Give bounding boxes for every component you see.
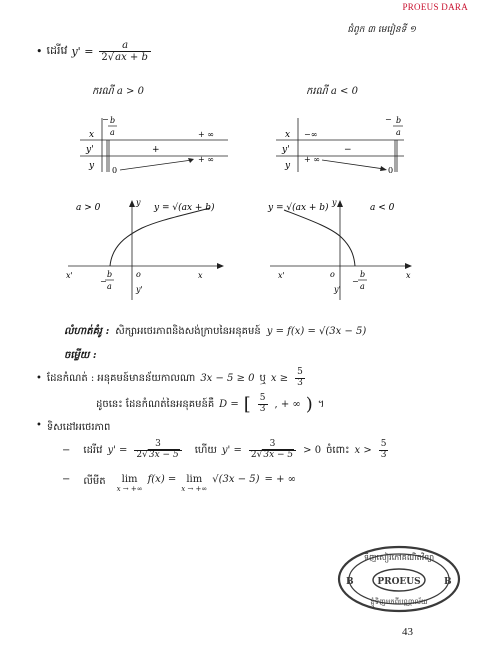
bracket-open: [ [243, 394, 251, 415]
y-row-label: y [89, 161, 95, 171]
y-axis-neg-label: y' [136, 285, 143, 294]
root-sign: − [100, 277, 107, 286]
derivative-computation-line [62, 440, 390, 461]
x-axis-neg-label: x' [278, 271, 285, 280]
fraction-numerator: 3 [155, 439, 161, 449]
x-row-label: x [89, 130, 95, 140]
domain-result-text: ដូចនេះ ដែនកំណត់នៃអនុគមន៍គឺ [96, 399, 215, 410]
dash: − [62, 444, 71, 456]
x-axis-arrow [405, 263, 412, 269]
domain-label: ដែនកំណត់ : អនុគមន៍មានន័យកាលណា [46, 372, 196, 384]
yp-row-label: y' [282, 145, 290, 155]
and-word: ហើយ [194, 444, 217, 456]
variation-table-right [276, 110, 416, 176]
for-word: ចំពោះ [326, 444, 350, 456]
variation-line [36, 420, 110, 435]
variation-label: ទិសដៅអថេរភាព [46, 422, 111, 433]
x-axis-arrow [217, 263, 224, 269]
arrow-head [380, 166, 387, 171]
x-row-label: x [285, 130, 291, 140]
x-start-sign: − [102, 115, 109, 124]
fraction-numerator: 5 [380, 439, 387, 449]
yp-row-label: y' [86, 145, 94, 155]
set-lhs: D = [219, 399, 239, 410]
root-sign: − [352, 277, 359, 286]
bracket-close: ) [305, 394, 313, 415]
limit-label: លីមីត [83, 476, 106, 487]
stamp-bottom-text: ខ្ញុំទិញមកពីបណ្ណាល័យ [370, 598, 428, 606]
stamp-top-text: ទិញសៀវភៅគណិតវិទ្យា [363, 553, 435, 562]
fraction-numerator: a [122, 40, 129, 51]
exercise-text: សិក្សាអថេរភាពនិងសង់ក្រាបនៃអនុគមន៍ [115, 326, 261, 337]
lim-word: lim [121, 474, 138, 485]
root-bot: a [360, 282, 365, 291]
stamp-right-mark: B [444, 577, 452, 587]
fraction-denominator: 2√ax + b [99, 51, 151, 63]
or-word: ឬ [259, 372, 266, 384]
exercise-line [64, 324, 366, 339]
y-end: 0 [388, 166, 394, 175]
domain-line [36, 368, 307, 389]
y-axis-arrow [337, 200, 343, 207]
root-bot: a [107, 282, 112, 291]
graph-left [60, 196, 230, 308]
derivative-line [36, 40, 153, 63]
bookshop-stamp [336, 544, 462, 614]
lim-subscript: x → +∞ [116, 485, 143, 493]
y-axis-neg-label: y' [334, 285, 341, 294]
derivative-lhs-2: y' = [221, 444, 242, 456]
origin-label: o [330, 270, 335, 279]
derivative-label: ដេរីវេ [83, 444, 103, 456]
solution-title: ចម្លើយ : [64, 350, 97, 361]
derivative-label: ដេរីវេ [46, 43, 68, 57]
y-row-label: y [285, 161, 291, 171]
derivative-lhs: y' = [107, 444, 128, 456]
x-axis-label: x [198, 271, 203, 280]
increase-arrow [120, 160, 192, 170]
y-axis-label: y [136, 198, 141, 207]
origin-label: o [136, 270, 141, 279]
fraction-numerator: 3 [269, 439, 276, 449]
fraction-denominator: 3 [380, 449, 387, 460]
positive-sign: > 0 [303, 444, 322, 456]
x-start-top: b [110, 116, 116, 125]
bullet: • [36, 45, 43, 58]
interval-fraction [379, 440, 389, 461]
set-rhs: , + ∞ [274, 399, 301, 410]
y-axis-arrow [129, 200, 135, 207]
limit-operator-2 [181, 474, 207, 493]
fraction-numerator: 5 [297, 367, 303, 377]
x-end-top: b [396, 116, 402, 125]
sentence-end: ។ [317, 399, 325, 410]
derivative-fraction [99, 40, 151, 63]
domain-condition-2: x ≥ [270, 372, 289, 384]
domain-result-line [96, 394, 324, 415]
dash: − [62, 474, 71, 485]
bullet: • [36, 372, 42, 384]
limit-expression-1: f(x) = [147, 474, 177, 485]
sqrt-curve [284, 210, 355, 266]
graph-right [262, 196, 422, 308]
domain-fraction [295, 368, 305, 389]
limit-operator [117, 474, 143, 493]
stamp-left-mark: B [346, 577, 354, 587]
exercise-function: y = f(x) = √(3x − 5) [266, 326, 367, 337]
root-top: b [107, 270, 113, 279]
derivative-fraction [134, 440, 181, 461]
exercise-title: លំហាត់គំរូ : [64, 326, 110, 337]
set-fraction [258, 394, 268, 415]
limit-expression-2: √(3x − 5) [212, 474, 260, 485]
lim-subscript: x → +∞ [181, 485, 208, 493]
bullet: • [36, 420, 42, 431]
x-end-sign: − [385, 115, 392, 124]
fraction-denominator: 2√3x − 5 [134, 450, 181, 461]
graph-function: y = √(ax + b) [154, 203, 215, 213]
fraction-denominator: 3 [297, 377, 303, 388]
domain-condition: 3x − 5 ≥ 0 [200, 372, 255, 384]
x-axis-neg-label: x' [66, 271, 73, 280]
fraction-numerator: 5 [259, 393, 266, 404]
graph-case: a > 0 [76, 203, 101, 213]
page-number: 43 [402, 626, 413, 638]
fraction-denominator: 3 [259, 404, 266, 414]
limit-line [62, 474, 296, 493]
x-end-bot: a [396, 128, 401, 137]
stamp-center-text: PROEUS [377, 577, 421, 587]
graph-function: y = √(ax + b) [268, 203, 329, 213]
fraction-denominator: 2√3x − 5 [249, 450, 296, 461]
brand-label: PROEUS DARA [402, 2, 468, 12]
limit-result: = + ∞ [264, 474, 296, 485]
y-start: 0 [112, 166, 118, 175]
decrease-arrow [322, 160, 384, 169]
y-end: + ∞ [198, 155, 214, 164]
variation-table-left [80, 110, 230, 176]
case-right-label: ករណី a < 0 [306, 86, 358, 97]
sqrt-curve [110, 208, 210, 266]
lim-word: lim [186, 474, 203, 485]
x-end: + ∞ [198, 130, 214, 139]
x-start: −∞ [304, 130, 318, 139]
graph-case: a < 0 [370, 203, 395, 213]
x-axis-label: x [406, 271, 411, 280]
chapter-header: ជំពូក ៣ មេរៀនទី ១ [347, 25, 416, 35]
root-top: b [360, 270, 366, 279]
derivative-lhs: y' = [71, 45, 94, 58]
case-left-label: ករណី a > 0 [92, 86, 144, 97]
interval-condition: x > [354, 444, 372, 456]
yp-sign: − [344, 145, 352, 155]
x-start-bot: a [110, 128, 115, 137]
derivative-fraction-2 [249, 440, 296, 461]
y-start: + ∞ [304, 155, 320, 164]
y-axis-label: y [332, 198, 337, 207]
yp-sign: + [152, 145, 160, 155]
